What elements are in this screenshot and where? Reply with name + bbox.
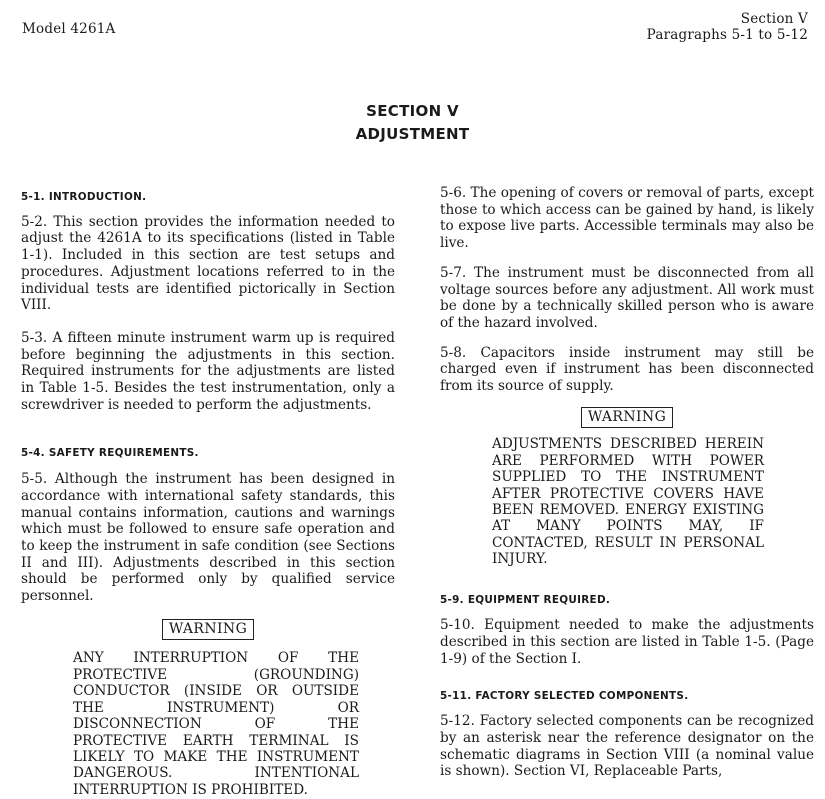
header-model: Model 4261A — [22, 21, 116, 37]
section-title: ADJUSTMENT — [355, 125, 470, 143]
heading-equipment-required: 5-9. EQUIPMENT REQUIRED. — [440, 593, 611, 606]
paragraph-5-10: 5-10. Equipment needed to make the adjustments described in this section are listed in Table 1-5. (Page 1-9) of the Section I. — [440, 617, 814, 667]
warning-label-wrap — [21, 619, 395, 641]
paragraph-5-6: 5-6. The opening of covers or removal of parts, except those to which access can be gained by hand, is likely to expose live parts. Accessible terminals may also be live. — [440, 185, 814, 252]
warning-label-wrap — [440, 407, 814, 429]
section-number: SECTION V — [366, 102, 459, 120]
left-column — [21, 189, 395, 798]
warning-text-adjustments: ADJUSTMENTS DESCRIBED HEREIN ARE PERFORMED WITH POWER SUPPLIED TO THE INSTRUMENT AFTER PROTECTIVE COVERS HAVE BEEN REMOVED. ENERGY EXISTING AT MANY POINTS MAY, IF CONTACTED, RESULT IN PERSONAL INJURY. — [492, 436, 764, 568]
heading-factory-selected-components: 5-11. FACTORY SELECTED COMPONENTS. — [440, 689, 689, 702]
paragraph-5-3: 5-3. A fifteen minute instrument warm up is required before beginning the adjustments in this section. Required instruments for the adjustments are listed in Table 1-5. Besides the test instrumentation, only a screwdriver is needed to perform the adjustments. — [21, 329, 395, 413]
paragraph-5-2: 5-2. This section provides the information needed to adjust the 4261A to its specifications (listed in Table 1-1). Included in this section are test setups and procedures. Adjustment locations referred to in the individual tests are identified pictorically in Section VIII. — [21, 213, 395, 314]
paragraph-5-8: 5-8. Capacitors inside instrument may still be charged even if instrument has been disconnected from its source of supply. — [440, 344, 814, 395]
heading-introduction: 5-1. INTRODUCTION. — [21, 191, 147, 203]
warning-text-grounding: ANY INTERRUPTION OF THE PROTECTIVE (GROUNDING) CONDUCTOR (INSIDE OR OUTSIDE THE INSTRUMENT) OR DISCONNECTION OF THE PROTECTIVE EARTH TERMINAL IS LIKELY TO MAKE THE INSTRUMENT DANGEROUS. INTENTIONAL INTERRUPTION IS PROHIBITED. — [73, 650, 359, 798]
paragraph-5-5: 5-5. Although the instrument has been designed in accordance with international safety standards, this manual contains information, cautions and warnings which must be followed to ensure safe operation and to keep the instrument in safe condition (see Sections II and III). Adjustments described in this section should be performed only by qualified service personnel. — [21, 471, 395, 605]
right-column — [440, 185, 814, 780]
header-section: Section V — [740, 11, 808, 27]
warning-label: WARNING — [162, 619, 254, 641]
paragraph-5-7: 5-7. The instrument must be disconnected from all voltage sources before any adjustment. All work must be done by a technically skilled person who is aware of the hazard involved. — [440, 264, 814, 331]
header-paragraphs: Paragraphs 5-1 to 5-12 — [646, 27, 808, 43]
heading-safety-requirements: 5-4. SAFETY REQUIREMENTS. — [21, 447, 199, 460]
paragraph-5-12: 5-12. Factory selected components can be recognized by an asterisk near the reference designator on the schematic diagrams in Section VIII (a nominal value is shown). Section VI, Replaceable Parts, — [440, 713, 814, 780]
warning-label: WARNING — [581, 407, 673, 429]
